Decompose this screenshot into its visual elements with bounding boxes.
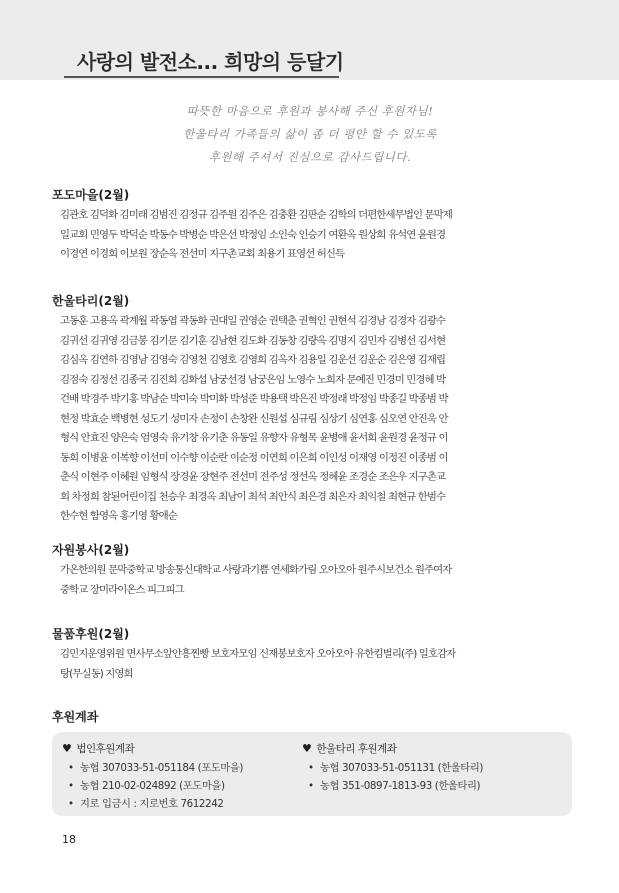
donor-line: 한수현 함영옥 홍기영 황애순	[60, 510, 177, 522]
bullet-icon: •	[68, 762, 74, 774]
account-item	[62, 759, 243, 777]
donor-line: 가온한의원 문막중학교 방송통신대학교 사랑과기쁨 연세화가림 오아오아 원주시보건소 원주여자	[60, 564, 452, 576]
donor-line: 회 차정희 참된어린이집 천승우 최경옥 최남이 최석 최안식 최은경 최은자 최익철 최현규 한범수	[60, 490, 446, 503]
corporate-account-column	[62, 739, 243, 813]
donor-line: 탕(무실동) 지영희	[60, 667, 133, 680]
account-number: 농협 210-02-024892 (포도마을)	[80, 780, 225, 792]
donor-list	[60, 561, 572, 600]
account-item	[302, 759, 483, 777]
account-item	[302, 777, 483, 795]
title-underline	[64, 76, 339, 78]
intro-line: 후원해 주셔서 진심으로 감사드립니다.	[208, 150, 412, 164]
account-number: 지로 입금시 : 지로번호 7612242	[80, 798, 224, 810]
heart-icon: ♥	[62, 742, 72, 755]
intro-message	[100, 100, 520, 169]
account-item	[62, 777, 243, 795]
donor-line: 김점숙 김정선 김종국 김진희 김화섭 남궁선경 남궁은임 노영수 노희자 문예진 민경미 민경혜 박	[60, 373, 446, 386]
donor-line: 이경연 이경희 이보원 장순옥 전선미 지구촌교회 최용기 표영선 허신득	[60, 248, 345, 260]
section-heading: 물품후원(2월)	[52, 627, 130, 641]
hanultari-account-column	[302, 739, 483, 795]
account-number: 농협 307033-51-051184 (포도마을)	[80, 762, 244, 774]
account-number: 농협 351-0897-1813-93 (한울타리)	[320, 780, 481, 792]
donor-list	[60, 312, 572, 527]
donor-line: 춘식 이현주 이혜원 임형식 장경윤 장현주 전선미 전주성 정선옥 정혜윤 조경순 조은우 지구촌교	[60, 471, 446, 483]
donor-line: 중학교 장미라이온스 피그피그	[60, 583, 184, 596]
donor-line: 김심옥 김연하 김영남 김영숙 김영천 김영호 김영희 김옥자 김용일 김운선 김운순 김은영 김재립	[60, 354, 446, 366]
account-column-label: 법인후원계좌	[76, 743, 135, 755]
bullet-icon: •	[68, 798, 74, 810]
donor-line: 건배 박경주 박기홍 박남순 박미숙 박미화 박성준 박용택 박은진 박정래 박정임 박종길 박종범 박	[60, 393, 448, 405]
account-item	[62, 795, 243, 813]
section-volunteer	[52, 541, 572, 600]
donor-line: 김관호 김덕화 김미래 김범진 김정규 김주원 김주은 김충환 김판순 김학의 더편한세무법인 문막제	[60, 209, 452, 221]
heart-icon: ♥	[302, 742, 312, 755]
bullet-icon: •	[68, 780, 74, 792]
donor-line: 고동훈 고용옥 곽계월 곽동엽 곽동화 권대일 권영순 권택춘 권혁인 권현석 김경남 김경자 김광수	[60, 315, 446, 327]
section-heading: 포도마을(2월)	[52, 188, 130, 202]
bullet-icon: •	[308, 762, 314, 774]
account-column-title	[62, 739, 243, 759]
bullet-icon: •	[308, 780, 314, 792]
intro-line: 따뜻한 마음으로 후원과 봉사해 주신 후원자님!	[186, 104, 434, 118]
account-column-title	[302, 739, 483, 759]
donor-line: 일교회 민영두 박덕순 박동수 박병순 박은선 박정임 소인숙 인승기 여환옥 원상희 유석연 윤원경	[60, 228, 446, 241]
account-column-label: 한울타리 후원계좌	[316, 743, 397, 755]
donor-list	[60, 206, 572, 265]
donor-line: 동희 이병윤 이복향 이선미 이수향 이순란 이순정 이연희 이은희 이인성 이재영 이정진 이종범 이	[60, 451, 448, 464]
section-hanultari	[52, 292, 572, 527]
section-podo-village	[52, 186, 572, 265]
accounts-heading: 후원계좌	[52, 710, 99, 724]
page-title: 사랑의 발전소... 희망의 등달기	[77, 50, 344, 74]
donor-line: 현정 박효순 백병현 성도기 성미자 손정이 손창완 신원섭 심규림 심상기 심연홍 심오연 안진욱 안	[60, 412, 448, 425]
account-number: 농협 307033-51-051131 (한울타리)	[320, 762, 484, 774]
donor-line: 김귀선 김귀영 김금봉 김기문 김기훈 김남현 김도화 김동창 김량옥 김명지 김민자 김병선 김서현	[60, 334, 446, 347]
donor-list	[60, 645, 572, 684]
donor-line: 김민지운영위원 면사무소앞안흥찐빵 보호자모임 신재봉보호자 오아오아 유한킴벌리(주) 일호감자	[60, 648, 456, 660]
page-number: 18	[62, 833, 76, 846]
donor-line: 형식 안효진 양은숙 엄영숙 유기창 유기춘 유동일 유향자 유형목 윤병애 윤서희 윤원경 윤정규 이	[60, 432, 448, 444]
intro-line: 한울타리 가족들의 삶이 좀 더 평안 할 수 있도록	[183, 127, 437, 141]
section-heading: 한울타리(2월)	[52, 294, 130, 308]
section-goods-donation	[52, 625, 572, 684]
section-heading: 자원봉사(2월)	[52, 543, 130, 557]
accounts-box	[52, 732, 572, 816]
